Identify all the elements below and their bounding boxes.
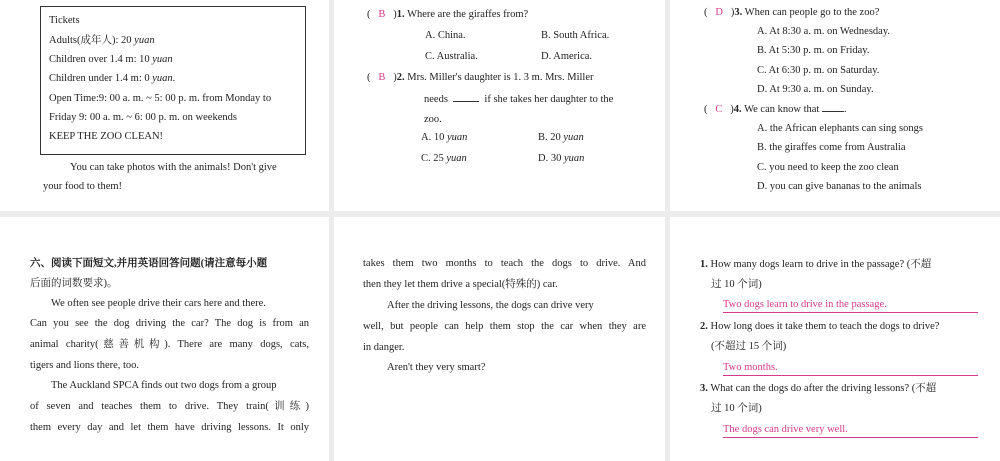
answer-3: D [715, 7, 723, 18]
q4-option-a: A. the African elephants can sing songs [757, 123, 923, 134]
question-3: ( D )3. When can people go to the zoo? [704, 7, 880, 18]
question-2: ( B )2. Mrs. Miller's daughter is 1. 3 m. Mrs. Miller [367, 72, 594, 83]
passage-line: We often see people drive their cars here and there. [51, 298, 266, 309]
keep-clean-notice: KEEP THE ZOO CLEAN! [49, 131, 164, 142]
answer-2: B [378, 72, 386, 83]
q4-option-d: D. you can give bananas to the animals [757, 181, 922, 192]
open-time-line2: Friday 9: 00 a. m. ~ 6: 00 p. m. on weekends [49, 112, 237, 123]
panel-passage-part1 [0, 217, 329, 461]
question-1: ( B )1. Where are the giraffes from? [367, 9, 529, 20]
q2-option-b: B. 20 yuan [538, 132, 584, 143]
section-heading-line2: 后面的词数要求)。 [30, 278, 118, 289]
passage-line: Aren't they very smart? [387, 362, 486, 373]
q1-option-b: B. South Africa. [541, 30, 610, 41]
panel-tickets [0, 0, 329, 211]
notice-paragraph-line2: your food to them! [43, 181, 123, 192]
q1-option-d: D. America. [541, 51, 593, 62]
passage-line: The Auckland SPCA finds out two dogs from a group [51, 380, 277, 391]
ticket-children-under: Children under 1.4 m: 0 yuan. [49, 73, 176, 84]
comprehension-question-2-limit: (不超过 15 个词) [711, 341, 787, 352]
panel-comprehension-questions [670, 217, 1000, 461]
q3-option-d: D. At 9:30 a. m. on Sunday. [757, 84, 874, 95]
panel-passage-part2 [334, 217, 665, 461]
passage-line: animal charity(慈善机构). There are many dogs, cats, [30, 339, 309, 350]
tickets-title: Tickets [49, 15, 80, 26]
answer-1: B [378, 9, 386, 20]
comprehension-question-2: 2. How long does it take them to teach the dogs to drive? [700, 321, 940, 332]
passage-line: then they let them drive a special(特殊的) car. [363, 279, 558, 290]
q2-option-c: C. 25 yuan [421, 153, 467, 164]
q3-option-c: C. At 6:30 p. m. on Saturday. [757, 65, 880, 76]
passage-line: takes them two months to teach the dogs to drive. And [363, 258, 646, 269]
passage-line: of seven and teaches them to drive. They train(训练) [30, 401, 309, 412]
panel-questions-3-4 [670, 0, 1000, 211]
passage-line: After the driving lessons, the dogs can drive very [387, 300, 594, 311]
question-2-line2: needs if she takes her daughter to the [424, 94, 614, 105]
passage-line: well, but people can help them stop the car when they are [363, 321, 646, 332]
comprehension-question-3-limit: 过 10 个词) [711, 403, 762, 414]
comprehension-answer-3: The dogs can drive very well. [723, 423, 978, 438]
q4-option-c: C. you need to keep the zoo clean [757, 162, 899, 173]
ticket-children-over: Children over 1.4 m: 10 yuan [49, 54, 173, 65]
q1-option-c: C. Australia. [425, 51, 478, 62]
question-4: ( C )4. We can know that . [704, 104, 847, 115]
q4-option-b: B. the giraffes come from Australia [757, 142, 906, 153]
question-2-line3: zoo. [424, 114, 442, 125]
section-heading-line1: 六、阅读下面短文,并用英语回答问题(请注意每小题 [30, 258, 268, 269]
q2-option-a: A. 10 yuan [421, 132, 468, 143]
comprehension-answer-1: Two dogs learn to drive in the passage. [723, 298, 978, 313]
open-time-line1: Open Time:9: 00 a. m. ~ 5: 00 p. m. from Monday to [49, 93, 272, 104]
passage-line: Can you see the dog driving the car? The dog is from an [30, 318, 309, 329]
q1-option-a: A. China. [425, 30, 466, 41]
q2-option-d: D. 30 yuan [538, 153, 585, 164]
q3-option-a: A. At 8:30 a. m. on Wednesday. [757, 26, 891, 37]
ticket-adults: Adults(成年人): 20 yuan [49, 35, 155, 46]
comprehension-answer-2: Two months. [723, 361, 978, 376]
answer-4: C [715, 104, 723, 115]
comprehension-question-1-limit: 过 10 个词) [711, 279, 762, 290]
notice-paragraph-line1: You can take photos with the animals! Don't give [70, 162, 277, 173]
panel-questions-1-2 [334, 0, 665, 211]
comprehension-question-1: 1. How many dogs learn to drive in the passage? (不超 [700, 259, 932, 270]
passage-line: tigers and lions there, too. [30, 360, 140, 371]
comprehension-question-3: 3. What can the dogs do after the driving lessons? (不超 [700, 383, 937, 394]
q3-option-b: B. At 5:30 p. m. on Friday. [757, 45, 870, 56]
passage-line: in danger. [363, 342, 405, 353]
passage-line: them every day and let them have driving lessons. It only [30, 422, 309, 433]
